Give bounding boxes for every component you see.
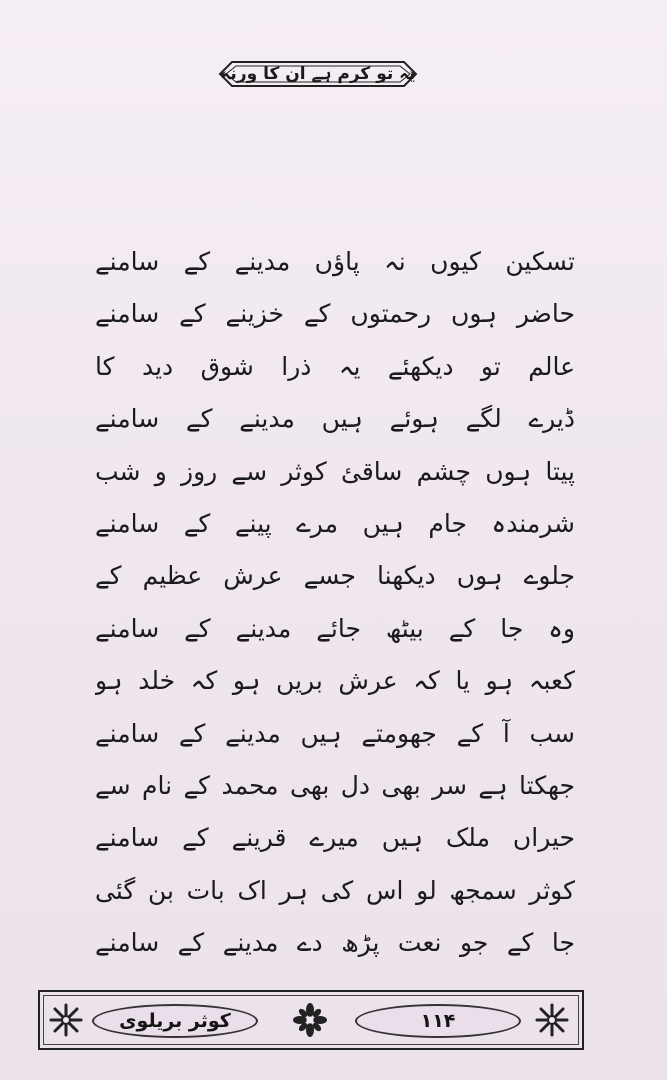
- verse-line: عالم تو دیکھئے یہ ذرا شوق دید کا: [95, 351, 575, 381]
- verse-line: حیراں ملک ہیں میرے قرینے کے سامنے: [95, 823, 575, 853]
- verse-line: جلوے ہوں دیکھنا جسے عرش عظیم کے: [95, 561, 575, 591]
- page-title: یہ تو کرم ہے ان کا ورنہ: [220, 64, 416, 84]
- page-footer: [38, 990, 584, 1050]
- flower-ornament-icon: [292, 1002, 328, 1038]
- verse-line: کوثر سمجھ لو اس کی ہر اک بات بن گئی: [95, 875, 575, 905]
- verse-line: ڈیرے لگے ہوئے ہیں مدینے کے سامنے: [95, 404, 575, 434]
- verse-line: پیتا ہوں چشم ساقئ کوثر سے روز و شب: [95, 456, 575, 486]
- poem-verses: [95, 236, 575, 969]
- verse-line: جھکتا ہے سر بھی دل بھی محمد کے نام سے: [95, 770, 575, 800]
- verse-line: تسکین کیوں نہ پاؤں مدینے کے سامنے: [95, 247, 575, 276]
- page-number: ۱۱۴: [355, 1004, 521, 1038]
- header-cartouche: [218, 56, 418, 92]
- author-name: کوثر بریلوی: [92, 1004, 258, 1038]
- asterisk-ornament-icon: [48, 1002, 84, 1038]
- verse-line: جا کے جو نعت پڑھ دے مدینے کے سامنے: [95, 928, 575, 958]
- verse-line: حاضر ہوں رحمتوں کے خزینے کے سامنے: [95, 299, 575, 329]
- verse-line: کعبہ ہو یا کہ عرش بریں ہو کہ خلد ہو: [95, 666, 575, 696]
- verse-line: شرمندہ جام ہیں مرے پینے کے سامنے: [95, 508, 575, 538]
- verse-line: وہ جا کے بیٹھ جائے مدینے کے سامنے: [95, 613, 575, 643]
- verse-line: سب آ کے جھومتے ہیں مدینے کے سامنے: [95, 718, 575, 748]
- asterisk-ornament-icon: [534, 1002, 570, 1038]
